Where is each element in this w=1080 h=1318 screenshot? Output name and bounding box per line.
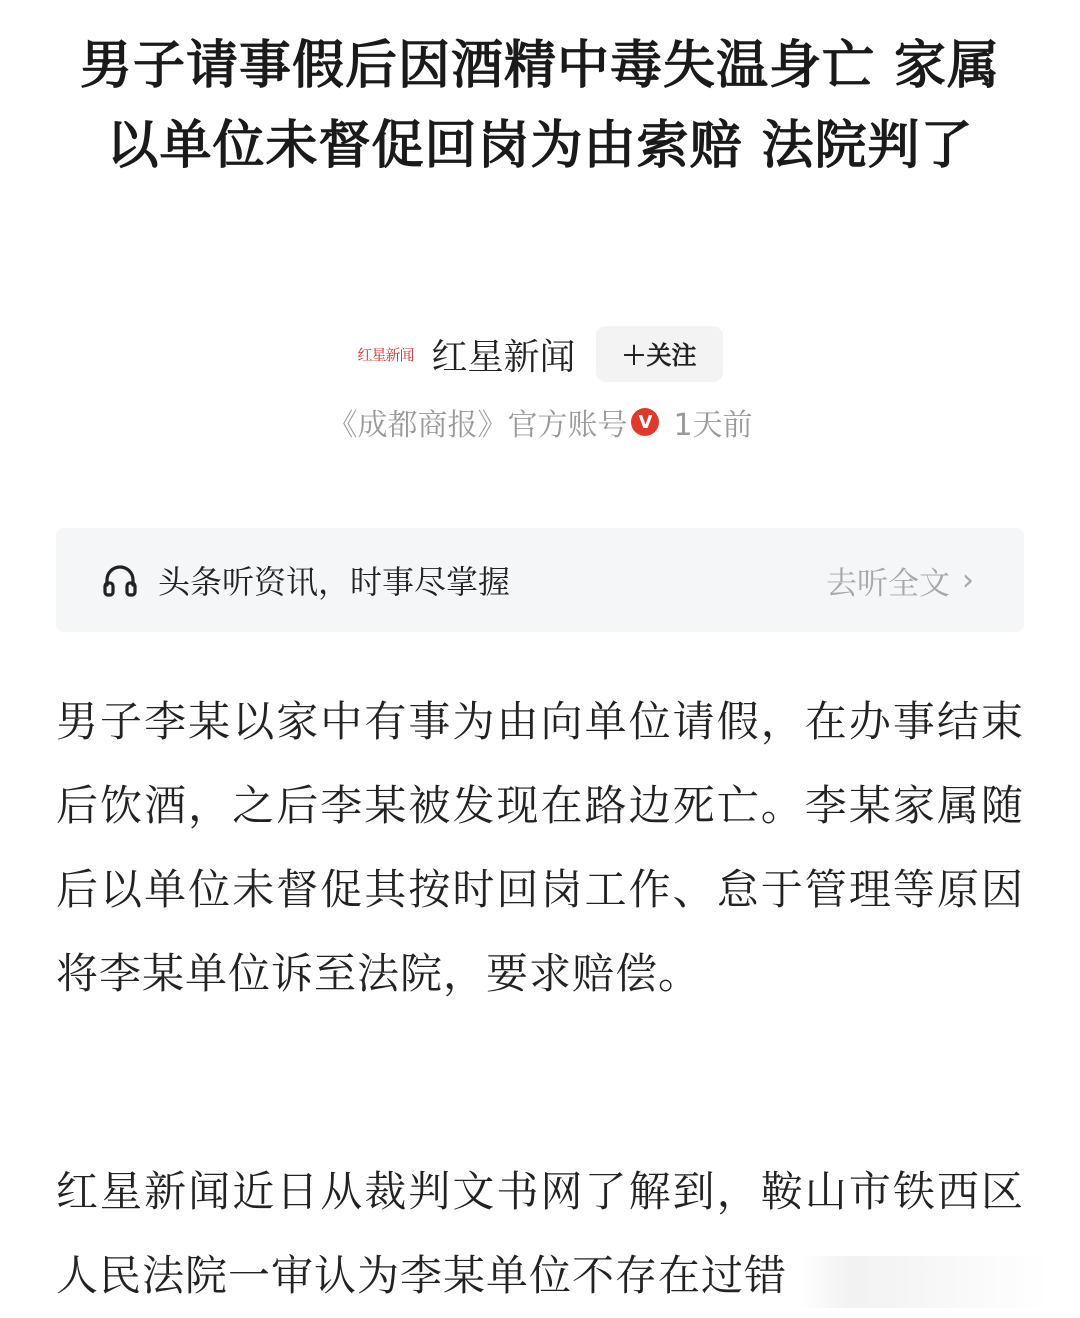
publish-time: 1天前 [673,408,753,443]
follow-button[interactable]: ＋关注 [596,326,723,382]
verified-icon: V [631,408,659,436]
listen-banner[interactable] [56,528,1024,632]
article-title: 男子请事假后因酒精中毒失温身亡 家属以单位未督促回岗为由索赔 法院判了 [79,36,1001,176]
listen-full-button[interactable] [826,558,974,603]
source-description: 《成都商报》官方账号 [327,408,628,443]
headphone-icon [100,560,140,600]
chevron-right-icon: › [962,562,974,598]
source-row [0,322,1080,386]
article-paragraph: 红星新闻近日从裁判文书网了解到，鞍山市铁西区人民法院一审认为李某单位不存在过错 [56,1167,1024,1300]
obscured-overlay [800,1256,1050,1308]
listen-promo-text: 头条听资讯，时事尽掌握 [158,563,511,601]
source-logo[interactable]: 红星新闻 [357,345,414,364]
listen-full-label: 去听全文 [826,565,950,602]
article-paragraph: 男子李某以家中有事为由向单位请假，在办事结束后饮酒，之后李某被发现在路边死亡。李某家属随后以单位未督促其按时回岗工作、怠于管理等原因将李某单位诉至法院，要求赔偿。 [56,697,1024,998]
source-meta [0,398,1080,446]
source-name[interactable]: 红星新闻 [431,336,576,378]
